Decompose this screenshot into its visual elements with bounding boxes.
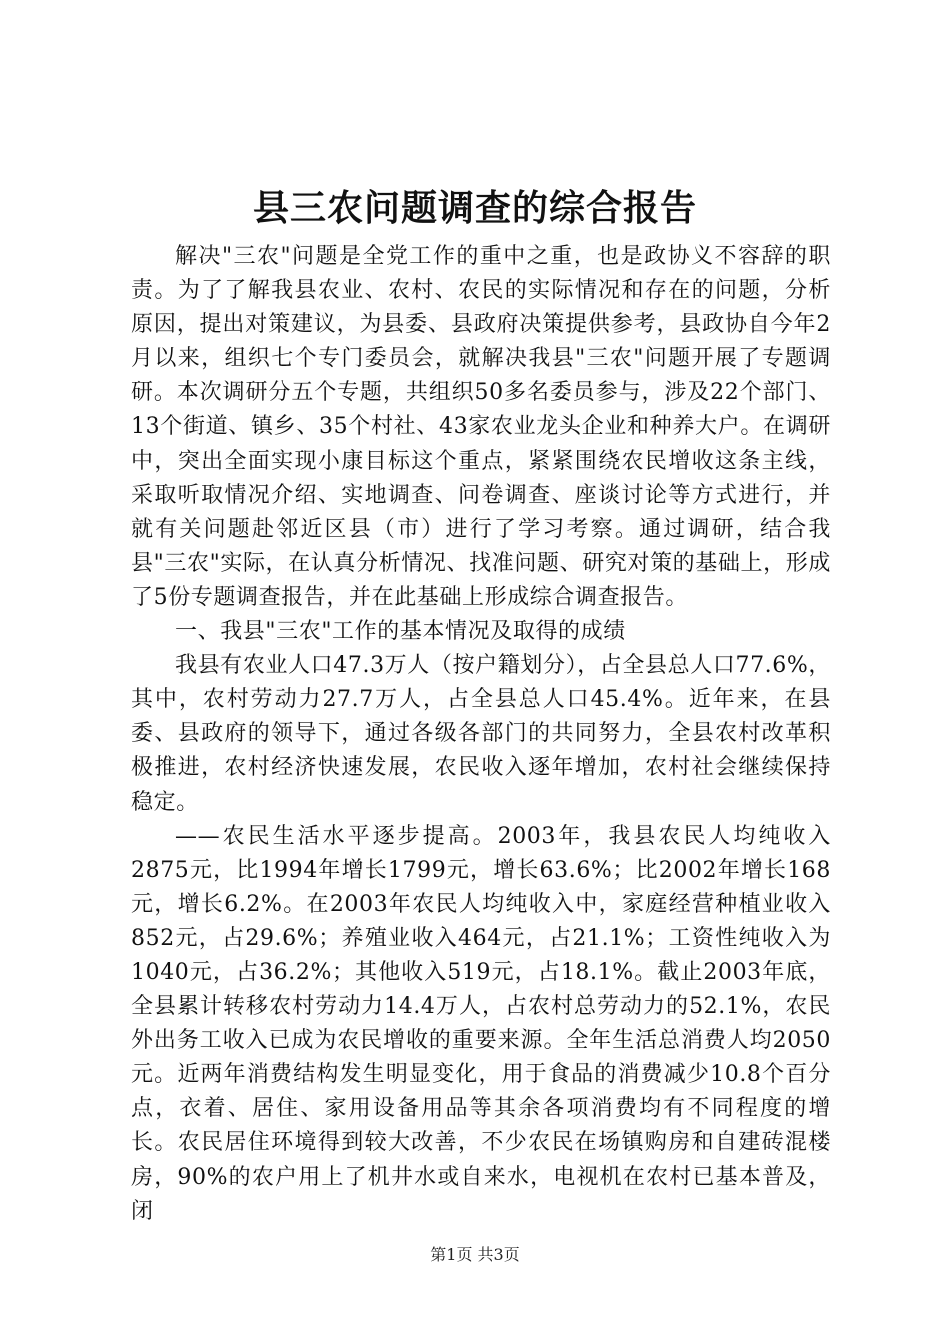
page-footer: 第1页 共3页 xyxy=(430,1245,520,1264)
paragraph-intro: 解决"三农"问题是全党工作的重中之重，也是政协义不容辞的职责。为了了解我县农业、农村、农民的实际情况和存在的问题，分析原因，提出对策建议，为县委、县政府决策提供参考，县政协自今年2月以来，组织七个专门委员会，就解决我县"三农"问题开展了专题调研。本次调研分五个专题，共组织50多名委员参与，涉及22个部门、13个街道、镇乡、35个村社、43家农业龙头企业和种养大户。在调研中，突出全面实现小康目标这个重点，紧紧围绕农民增收这条主线，采取听取情况介绍、实地调查、问卷调查、座谈讨论等方式进行，并就有关问题赴邻近区县（市）进行了学习考察。通过调研，结合我县"三农"实际，在认真分析情况、找准问题、研究对策的基础上，形成了5份专题调查报告，并在此基础上形成综合调查报告。 xyxy=(131,244,831,610)
document-body xyxy=(131,240,831,1229)
paragraph-living-standard: ——农民生活水平逐步提高。2003年，我县农民人均纯收入2875元，比1994年增长1799元，增长63.6%；比2002年增长168元，增长6.2%。在2003年农民人均纯收入中，家庭经营种植业收入852元，占29.6%；养殖业收入464元，占21.1%；工资性纯收入为1040元，占36.2%；其他收入519元，占18.1%。截止2003年底，全县累计转移农村劳动力14.4万人，占农村总劳动力的52.1%，农民外出务工收入已成为农民增收的重要来源。全年生活总消费人均2050元。近两年消费结构发生明显变化，用于食品的消费减少10.8个百分点，衣着、居住、家用设备用品等其余各项消费均有不同程度的增长。农民居住环境得到较大改善，不少农民在场镇购房和自建砖混楼房，90%的农户用上了机井水或自来水，电视机在农村已基本普及，闭 xyxy=(131,823,831,1224)
document-title: 县三农问题调查的综合报告 xyxy=(252,188,697,229)
section-heading-1: 一、我县"三农"工作的基本情况及取得的成绩 xyxy=(175,619,626,645)
paragraph-basic-situation: 我县有农业人口47.3万人（按户籍划分），占全县总人口77.6%，其中，农村劳动力27.7万人，占全县总人口45.4%。近年来，在县委、县政府的领导下，通过各级各部门的共同努力，全县农村改革积极推进，农村经济快速发展，农民收入逐年增加，农村社会继续保持稳定。 xyxy=(131,653,831,815)
